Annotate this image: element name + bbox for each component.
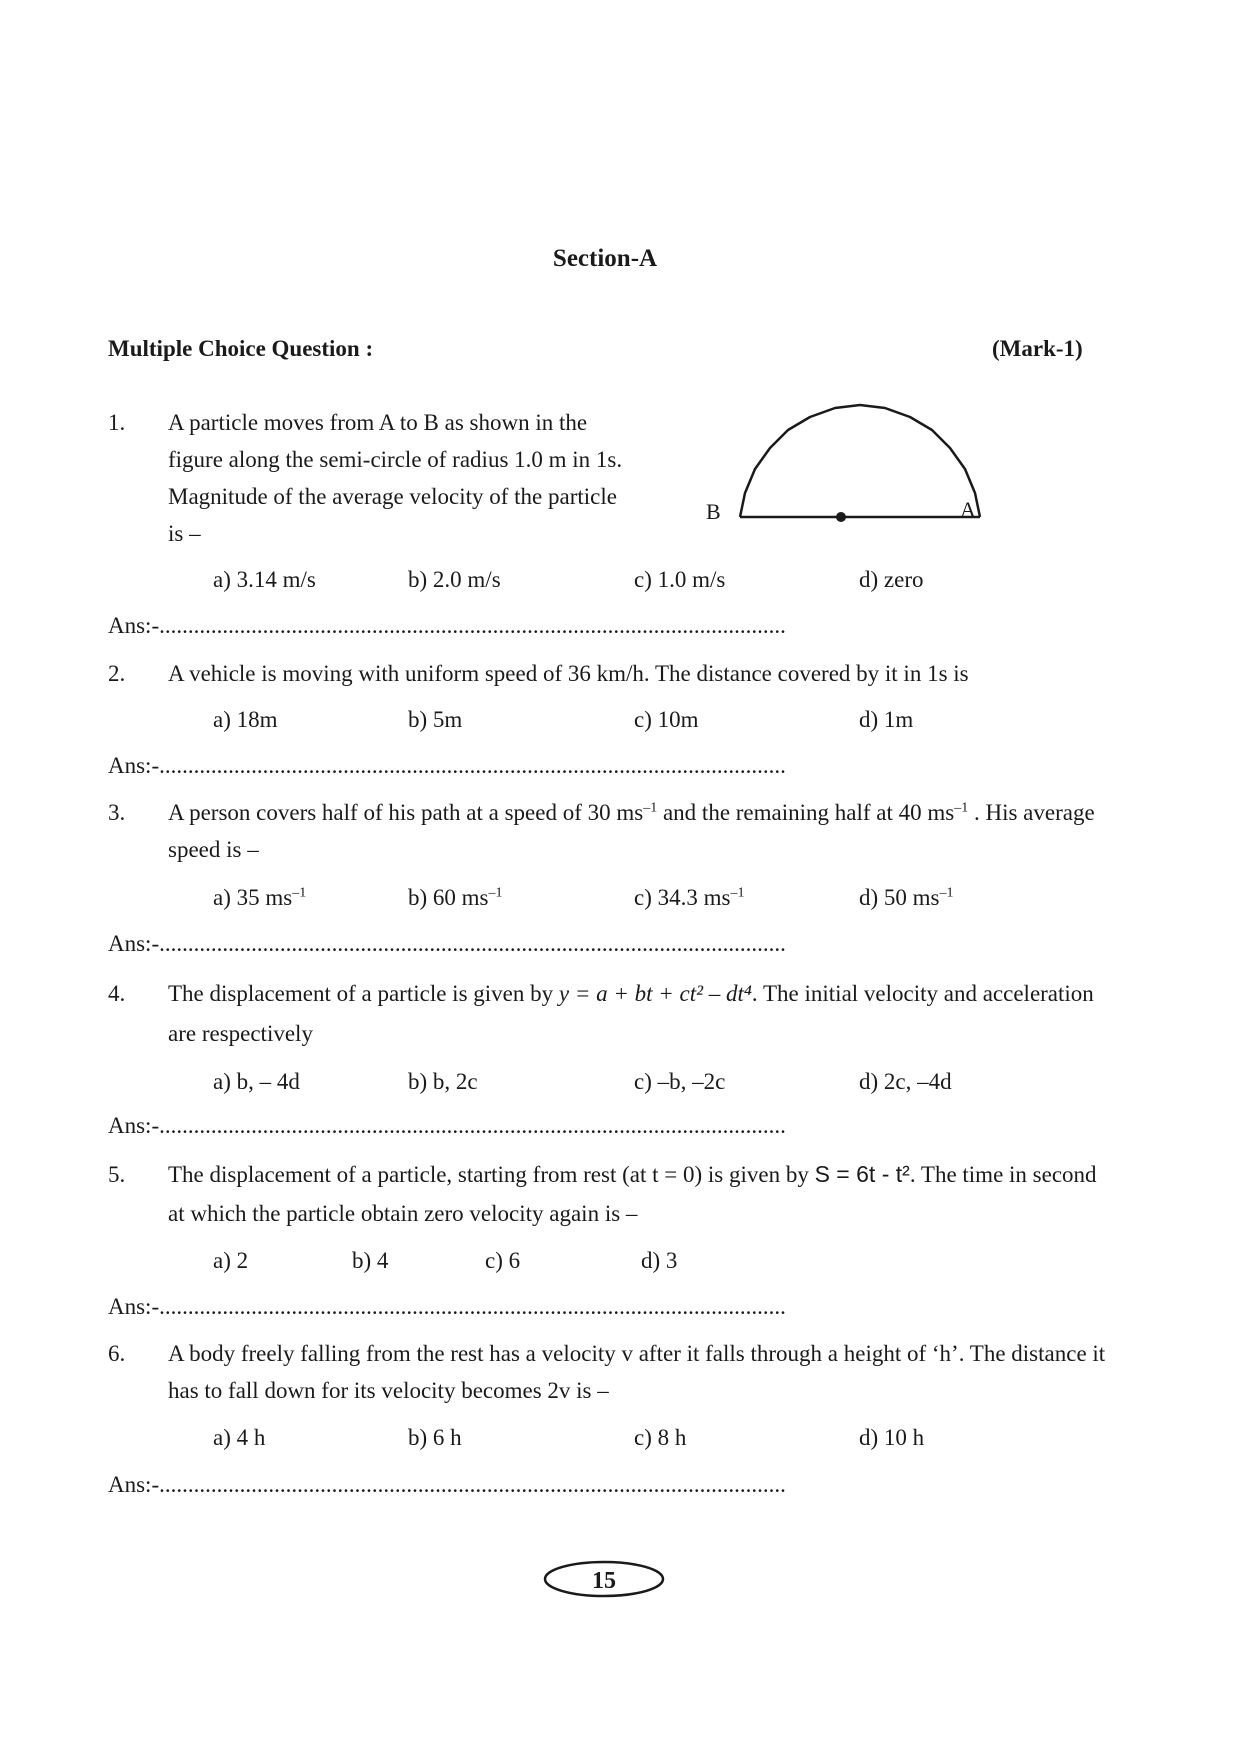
option-text: a) 35 ms: [213, 885, 293, 910]
text-fragment: A person covers half of his path at a speed of 30 ms: [168, 800, 644, 825]
superscript: –1: [954, 800, 969, 816]
option: c) 6: [485, 1248, 521, 1273]
question-text-line: A vehicle is moving with uniform speed of 36 km/h. The distance covered by it in 1s is: [168, 661, 969, 686]
displacement-equation: S = 6t - t²: [814, 1161, 910, 1187]
option: [634, 882, 744, 913]
question-text-line: A particle moves from A to B as shown in the: [168, 410, 588, 435]
option: d) 1m: [859, 707, 914, 732]
question-text-line: Magnitude of the average velocity of the particle: [168, 484, 617, 509]
option: d) 3: [641, 1248, 678, 1273]
text-fragment: . The time in second: [909, 1162, 1097, 1187]
option: d) zero: [859, 567, 924, 592]
superscript: –1: [939, 885, 954, 901]
option: [213, 882, 306, 913]
point-b-label: B: [706, 499, 721, 524]
question-number: 4.: [108, 981, 126, 1006]
option: [408, 882, 503, 913]
text-fragment: is given by: [702, 1162, 815, 1187]
question-number: 2.: [108, 661, 126, 686]
superscript: –1: [643, 800, 658, 816]
section-title: Section-A: [552, 245, 658, 272]
option: c) –b, –2c: [634, 1069, 726, 1094]
question-text-line: [168, 1159, 1097, 1190]
answer-line: Ans:-.............................................................................................................: [108, 931, 786, 956]
question-text-line: speed is –: [168, 837, 259, 862]
option: a) 2: [213, 1248, 249, 1273]
option-text: c) 34.3 ms: [634, 885, 731, 910]
text-fragment: . The initial velocity and acceleration: [751, 981, 1094, 1006]
answer-line: Ans:-.............................................................................................................: [108, 1113, 786, 1138]
option: b) 4: [352, 1248, 389, 1273]
question-number: 6.: [108, 1341, 126, 1366]
question-text-line: figure along the semi-circle of radius 1.0 m in 1s.: [168, 447, 623, 472]
option: a) 3.14 m/s: [213, 567, 316, 592]
superscript: –1: [488, 885, 503, 901]
option: d) 10 h: [859, 1425, 925, 1450]
semicircle-diagram: [700, 395, 990, 535]
question-text-line: is –: [168, 521, 201, 546]
mark-label: (Mark-1): [992, 336, 1083, 361]
answer-line: Ans:-.............................................................................................................: [108, 1294, 786, 1319]
text-fragment: . His average: [968, 800, 1095, 825]
option: a) 18m: [213, 707, 278, 732]
question-number: 3.: [108, 800, 126, 825]
option: d) 2c, –4d: [859, 1069, 952, 1094]
option: c) 1.0 m/s: [634, 567, 726, 592]
semicircle-figure: [700, 395, 990, 535]
option: a) b, – 4d: [213, 1069, 300, 1094]
question-text-line: are respectively: [168, 1021, 313, 1046]
displacement-equation: y = a + bt + ct² – dt⁴: [558, 981, 752, 1006]
answer-line: Ans:-.............................................................................................................: [108, 613, 786, 638]
option: b) 6 h: [408, 1425, 462, 1450]
time-condition: (at t = 0): [622, 1162, 703, 1187]
question-number: 5.: [108, 1162, 126, 1187]
option: [859, 882, 954, 913]
question-text-line: [168, 978, 1094, 1009]
page-number-badge: [543, 1560, 665, 1598]
option: c) 10m: [634, 707, 699, 732]
question-text-line: A body freely falling from the rest has a velocity v after it falls through a height of ‘h’. The distance it: [168, 1341, 1106, 1366]
option: a) 4 h: [213, 1425, 266, 1450]
option-text: d) 50 ms: [859, 885, 940, 910]
superscript: –1: [730, 885, 745, 901]
question-text-line: at which the particle obtain zero velocity again is –: [168, 1201, 638, 1226]
option: b) 2.0 m/s: [408, 567, 501, 592]
question-text-line: [168, 797, 1095, 828]
question-number: 1.: [108, 410, 126, 435]
text-fragment: The displacement of a particle, starting from rest: [168, 1162, 623, 1187]
page-number: 15: [592, 1568, 616, 1594]
question-text-line: has to fall down for its velocity becomes 2v is –: [168, 1378, 609, 1403]
option: b) 5m: [408, 707, 463, 732]
answer-line: Ans:-.............................................................................................................: [108, 1472, 786, 1497]
option: b) b, 2c: [408, 1069, 478, 1094]
superscript: –1: [292, 885, 307, 901]
point-a-label: A: [960, 497, 976, 522]
option-text: b) 60 ms: [408, 885, 489, 910]
text-fragment: The displacement of a particle is given by: [168, 981, 559, 1006]
text-fragment: and the remaining half at 40 ms: [657, 800, 955, 825]
option: c) 8 h: [634, 1425, 687, 1450]
mcq-heading: Multiple Choice Question :: [108, 336, 374, 361]
answer-line: Ans:-.............................................................................................................: [108, 753, 786, 778]
